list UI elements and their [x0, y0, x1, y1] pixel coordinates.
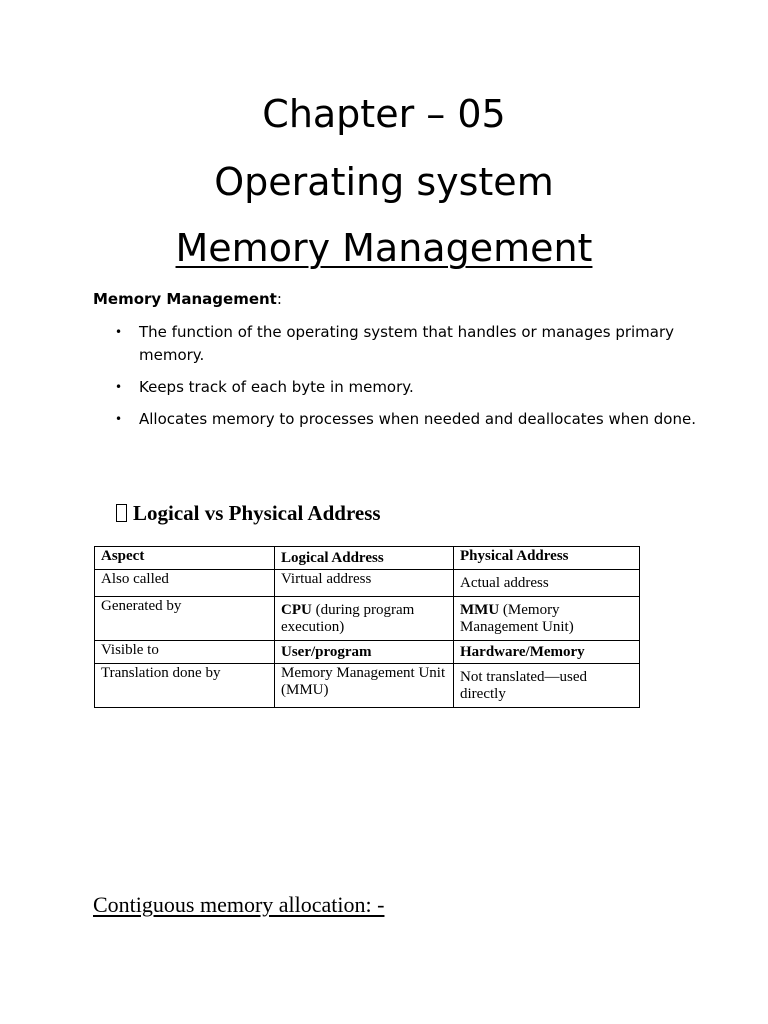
table-header-row: [95, 547, 640, 570]
memory-management-bullets: [93, 321, 729, 440]
table-cell: [275, 664, 454, 708]
address-comparison-table: [94, 546, 640, 708]
subject-title: Operating system: [214, 160, 554, 204]
table-row: [95, 570, 640, 597]
logical-vs-physical-heading-text: Logical vs Physical Address: [133, 501, 381, 525]
list-item: [115, 376, 729, 399]
list-item: [115, 408, 729, 431]
table-cell: Translation done by: [95, 664, 275, 708]
cell-text: Actual address: [460, 575, 549, 591]
table-cell: [275, 597, 454, 641]
bullet-icon: •: [115, 325, 123, 339]
table-header-cell: [275, 547, 454, 570]
cell-text: Not translated—used directly: [460, 669, 588, 702]
chapter-title: Chapter – 05: [262, 92, 506, 136]
cell-text: (during program execution): [281, 602, 415, 635]
table-cell: [454, 641, 640, 664]
table-cell: Visible to: [95, 641, 275, 664]
logical-vs-physical-heading: [116, 501, 381, 526]
table-cell: Also called: [95, 570, 275, 597]
missing-glyph-box-icon: [116, 504, 127, 522]
table-row: [95, 664, 640, 708]
table-cell: Generated by: [95, 597, 275, 641]
table-cell: [275, 641, 454, 664]
header-physical: Physical Address: [460, 548, 569, 564]
label-colon: :: [276, 290, 282, 308]
cell-text: Memory Management Unit (MMU): [281, 665, 446, 698]
table-row: [95, 597, 640, 641]
cell-bold: User/program: [281, 644, 372, 660]
list-item-text: Keeps track of each byte in memory.: [139, 378, 414, 396]
cell-text: (Memory Management Unit): [460, 602, 574, 635]
table-cell: [275, 570, 454, 597]
table-cell: [454, 570, 640, 597]
bullet-icon: •: [115, 380, 123, 394]
cell-bold: CPU: [281, 602, 312, 618]
bullet-icon: •: [115, 412, 123, 426]
cell-text: Virtual address: [281, 571, 372, 587]
list-item-text: The function of the operating system that handles or manages primary memory.: [139, 323, 675, 364]
table-row: [95, 641, 640, 664]
table-cell: [454, 664, 640, 708]
list-item-text: Allocates memory to processes when needed and deallocates when done.: [139, 410, 696, 428]
topic-title: Memory Management: [175, 226, 593, 270]
table-header-cell: [454, 547, 640, 570]
cell-bold: MMU: [460, 602, 500, 618]
header-aspect: Aspect: [101, 548, 145, 564]
contiguous-allocation-heading: Contiguous memory allocation: -: [93, 892, 385, 917]
memory-management-label-text: Memory Management: [93, 290, 277, 308]
list-item: [115, 321, 729, 367]
table-cell: [454, 597, 640, 641]
cell-bold: Hardware/Memory: [460, 644, 585, 660]
header-logical: Logical Address: [281, 550, 384, 566]
table-header-cell: [95, 547, 275, 570]
memory-management-label: [93, 290, 282, 308]
